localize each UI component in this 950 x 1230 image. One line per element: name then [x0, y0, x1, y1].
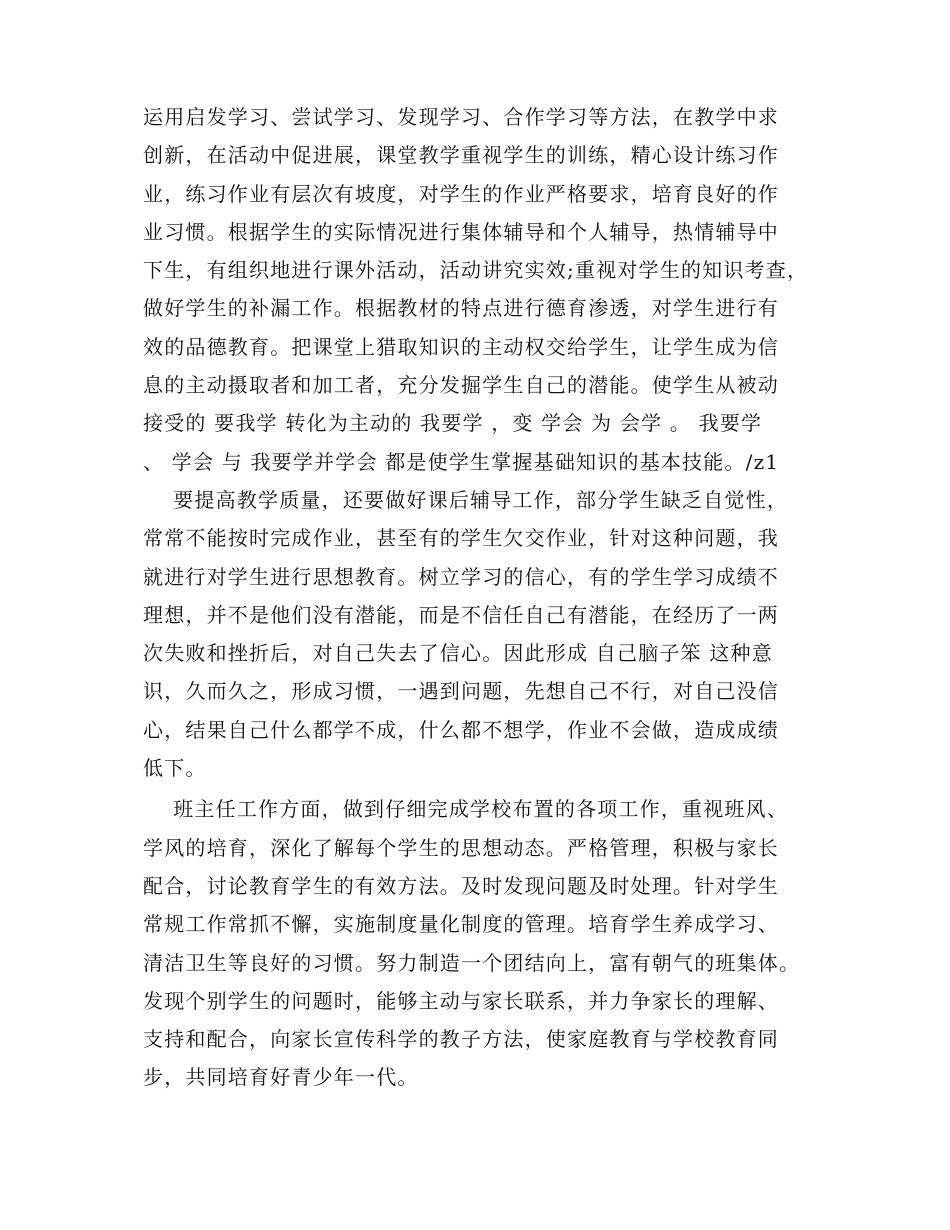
- text-line: 业，练习作业有层次有坡度，对学生的作业严格要求，培育良好的作: [143, 181, 779, 206]
- text-line: 业习惯。根据学生的实际情况进行集体辅导和个人辅导，热情辅导中: [143, 219, 779, 244]
- text-line: 班主任工作方面，做到仔细完成学校布置的各项工作，重视班风、: [143, 797, 789, 822]
- text-line: 心，结果自己什么都学不成，什么都不想学，作业不会做，造成成绩: [143, 717, 779, 742]
- text-line: 、 学会 与 我要学并学会 都是使学生掌握基础知识的基本技能。/z1: [143, 449, 780, 474]
- text-line: 做好学生的补漏工作。根据教材的特点进行德育渗透，对学生进行有: [143, 296, 779, 321]
- text-line: 接受的 要我学 转化为主动的 我要学 ，变 学会 为 会学 。 我要学: [143, 411, 763, 436]
- text-line: 低下。: [143, 756, 207, 781]
- text-line: 运用启发学习、尝试学习、发现学习、合作学习等方法，在教学中求: [143, 105, 779, 129]
- text-line: 息的主动摄取者和加工者，充分发掘学生自己的潜能。使学生从被动: [143, 373, 779, 398]
- text-line: 步，共同培育好青少年一代。: [143, 1065, 419, 1090]
- text-line: 下生，有组织地进行课外活动，活动讲究实效;重视对学生的知识考查，: [143, 258, 809, 283]
- paragraph-class-teacher-work: [143, 790, 823, 1096]
- text-line: 识，久而久之，形成习惯，一遇到问题，先想自己不行，对自己没信: [143, 679, 779, 704]
- paragraph-after-class-tutoring: [143, 481, 823, 787]
- text-line: 常常不能按时完成作业，甚至有的学生欠交作业，针对这种问题，我: [143, 526, 779, 551]
- text-line: 理想，并不是他们没有潜能，而是不信任自己有潜能，在经历了一两: [143, 602, 779, 627]
- text-line: 要提高教学质量，还要做好课后辅导工作，部分学生缺乏自觉性，: [143, 487, 789, 512]
- text-line: 发现个别学生的问题时，能够主动与家长联系，并力争家长的理解、: [143, 988, 779, 1013]
- text-line: 创新，在活动中促进展，课堂教学重视学生的训练，精心设计练习作: [143, 143, 779, 168]
- text-line: 就进行对学生进行思想教育。树立学习的信心，有的学生学习成绩不: [143, 564, 779, 589]
- text-line: 清洁卫生等良好的习惯。努力制造一个团结向上，富有朝气的班集体。: [143, 950, 801, 975]
- text-line: 效的品德教育。把课堂上猎取知识的主动权交给学生，让学生成为信: [143, 334, 779, 359]
- text-line: 学风的培育，深化了解每个学生的思想动态。严格管理，积极与家长: [143, 835, 779, 860]
- text-line: 常规工作常抓不懈，实施制度量化制度的管理。培育学生养成学习、: [143, 912, 779, 937]
- text-line: 配合，讨论教育学生的有效方法。及时发现问题及时处理。针对学生: [143, 873, 779, 898]
- paragraph-teaching-methods: [143, 98, 823, 481]
- text-line: 次失败和挫折后，对自己失去了信心。因此形成 自己脑子笨 这种意: [143, 641, 773, 666]
- text-line: 支持和配合，向家长宣传科学的教子方法，使家庭教育与学校教育同: [143, 1027, 779, 1052]
- document-body: [143, 98, 823, 1097]
